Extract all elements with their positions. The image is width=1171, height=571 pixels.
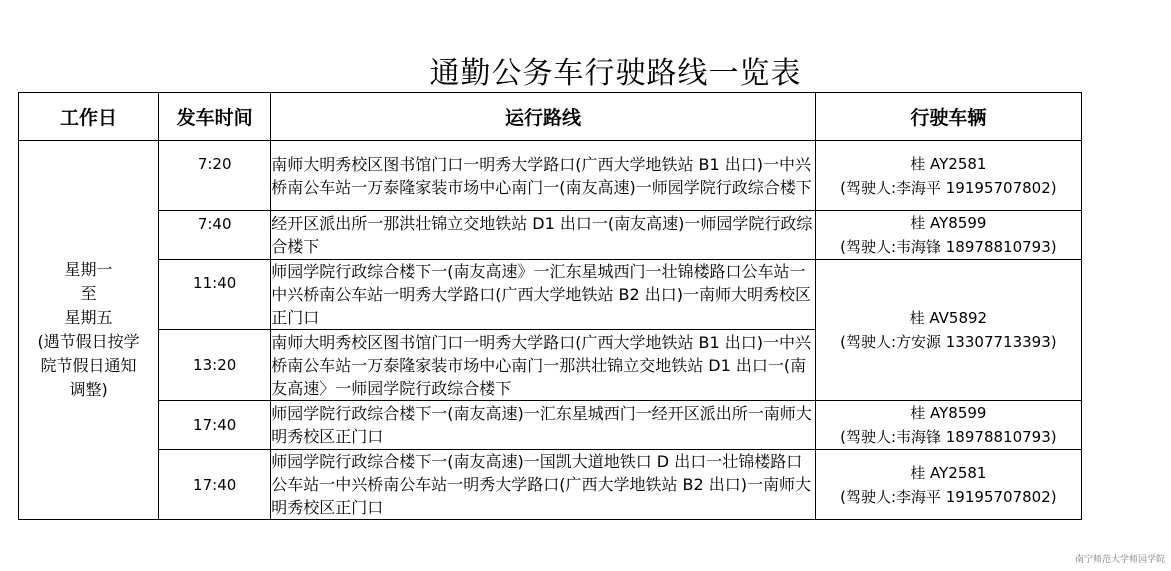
route-text: 师园学院行政综合楼下一(南友高速)一汇东星城西门一经开区派出所一南师大明秀校区正门口 — [271, 401, 816, 450]
table-row — [19, 141, 1082, 211]
departure-time: 7:40 — [159, 211, 271, 260]
vehicle-driver: (驾驶人:韦海锋 18978810793) — [840, 238, 1057, 256]
departure-time: 7:20 — [159, 141, 271, 211]
route-text: 南师大明秀校区图书馆门口一明秀大学路口(广西大学地铁站 B1 出口)一中兴桥南公车站一万泰隆家装市场中心南门一那洪壮锦立交地铁站 D1 出口一(南友高速〉一师园学院行政综合楼下 — [271, 330, 816, 401]
vehicle-cell — [815, 260, 1081, 401]
header-route: 运行路线 — [271, 93, 816, 141]
header-day: 工作日 — [19, 93, 159, 141]
route-text: 师园学院行政综合楼下一(南友高速)一国凯大道地铁口 D 出口一壮锦楼路口公车站一中兴桥南公车站一明秀大学路口(广西大学地铁站 B2 出口)一南师大明秀校区正门口 — [271, 450, 816, 520]
vehicle-driver: (驾驶人:李海平 19195707802) — [840, 487, 1057, 506]
workday-line: (遇节假日按学 — [37, 332, 140, 351]
departure-time: 17:40 — [159, 450, 271, 520]
table-row — [19, 450, 1082, 520]
vehicle-cell — [815, 450, 1081, 520]
workday-line: 星期五 — [64, 308, 113, 327]
schedule-table — [18, 92, 1082, 520]
vehicle-driver: (驾驶人:方安源 13307713393) — [840, 333, 1057, 351]
vehicle-plate: 桂 AV5892 — [909, 309, 988, 327]
workday-line: 院节假日通知 — [40, 356, 137, 375]
vehicle-driver: (驾驶人:韦海锋 18978810793) — [840, 428, 1057, 446]
header-row — [19, 93, 1082, 141]
vehicle-plate: 桂 AY8599 — [910, 404, 987, 422]
workday-line: 调整) — [69, 380, 108, 399]
route-text: 经开区派出所一那洪壮锦立交地铁站 D1 出口一(南友高速)一师园学院行政综合楼下 — [271, 211, 816, 260]
workday-cell — [19, 141, 159, 520]
table-row — [19, 401, 1082, 450]
page-title: 通勤公务车行驶路线一览表 — [429, 56, 802, 91]
header-vehicle: 行驶车辆 — [815, 93, 1081, 141]
header-time: 发车时间 — [159, 93, 271, 141]
vehicle-cell — [815, 401, 1081, 450]
vehicle-plate: 桂 AY2581 — [910, 154, 987, 173]
table-row — [19, 211, 1082, 260]
workday-line: 星期一 — [64, 260, 113, 279]
vehicle-cell — [815, 211, 1081, 260]
departure-time: 11:40 — [159, 260, 271, 330]
departure-time: 13:20 — [159, 330, 271, 401]
workday-line: 至 — [80, 284, 97, 303]
route-text: 南师大明秀校区图书馆门口一明秀大学路口(广西大学地铁站 B1 出口)一中兴桥南公车站一万泰隆家装市场中心南门一(南友高速)一师园学院行政综合楼下 — [271, 141, 816, 211]
vehicle-plate: 桂 AY2581 — [910, 463, 987, 482]
footer-note: 南宁师范大学师园学院 — [1074, 555, 1165, 565]
vehicle-cell — [815, 141, 1081, 211]
vehicle-driver: (驾驶人:李海平 19195707802) — [840, 178, 1057, 197]
vehicle-plate: 桂 AY8599 — [910, 214, 987, 232]
departure-time: 17:40 — [159, 401, 271, 450]
table-row — [19, 260, 1082, 330]
route-text: 师园学院行政综合楼下一(南友高速》一汇东星城西门一壮锦楼路口公车站一中兴桥南公车站一明秀大学路口(广西大学地铁站 B2 出口)一南师大明秀校区正门口 — [271, 260, 816, 330]
